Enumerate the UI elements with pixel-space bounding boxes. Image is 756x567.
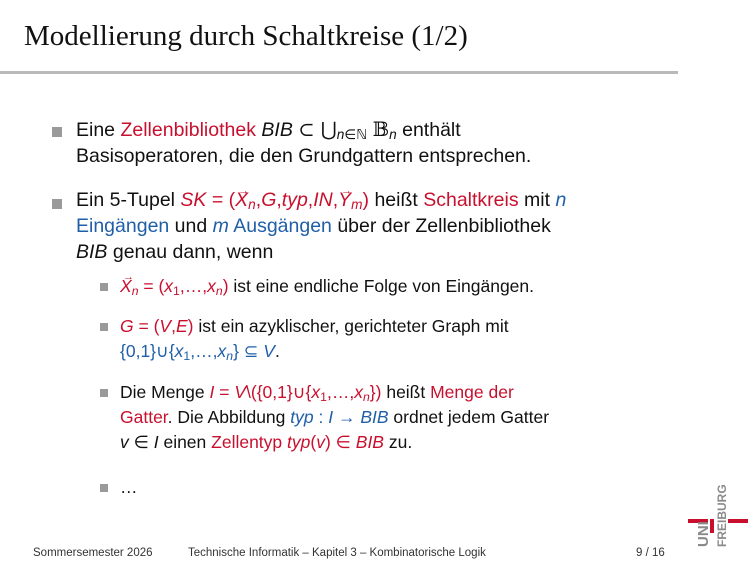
sub-bullet-marker [100, 484, 108, 492]
bullet-marker [52, 127, 62, 137]
sub-bullet-marker [100, 389, 108, 397]
bullet-schaltkreis: Ein 5-Tupel SK = (→ $X_n,G,typ,IN,\to Y_m$) heißt Schaltkreis mit n Eingängen und m Ausgängen über der Zellenbibliothek BIB genau dann, wenn [76, 187, 716, 265]
footer-page-number: 9 / 16 [636, 547, 665, 559]
sub-bullet-marker [100, 323, 108, 331]
title-divider [0, 71, 678, 74]
sub-bullet-gatter: Die Menge $I = V\backslash(\{0,1\}\cup\{x_1,\dots,x_n\})$ heißt Menge der Gatter. Die Abbildung typ : I → BIB ordnet jedem Gatter v ∈ I einen Zellentyp typ(v) ∈ BIB zu. [120, 382, 550, 452]
footer-course: Technische Informatik – Kapitel 3 – Kombinatorische Logik [188, 547, 486, 559]
slide-title: Modellierung durch Schaltkreise (1/2) [24, 20, 468, 52]
footer-semester: Sommersemester 2026 [33, 547, 153, 559]
svg-text:FREIBURG: FREIBURG [715, 484, 729, 547]
bullet-zellenbibliothek: Eine Zellenbibliothek BIB ⊂ $⋃_{n\in ℕ}$ 𝔹$_n$ enthält Basisoperatoren, die den Grundgattern entsprechen. [76, 118, 532, 167]
bullet-marker [52, 199, 62, 209]
svg-text:UNI: UNI [695, 521, 712, 547]
sub-bullet-marker [100, 283, 108, 291]
sub-bullet-ellipsis: … [120, 477, 138, 497]
uni-freiburg-logo [688, 483, 748, 553]
sub-bullet-eingaenge: → $X_n$ = $(x_1,\dots,x_n)$ ist eine endliche Folge von Eingängen. [120, 274, 720, 299]
sub-bullet-graph: G = (V,E) ist ein azyklischer, gerichteter Graph mit $\{0,1\}\cup\{x_1,\dots,x_n\}$ ⊆ V. [120, 316, 509, 363]
